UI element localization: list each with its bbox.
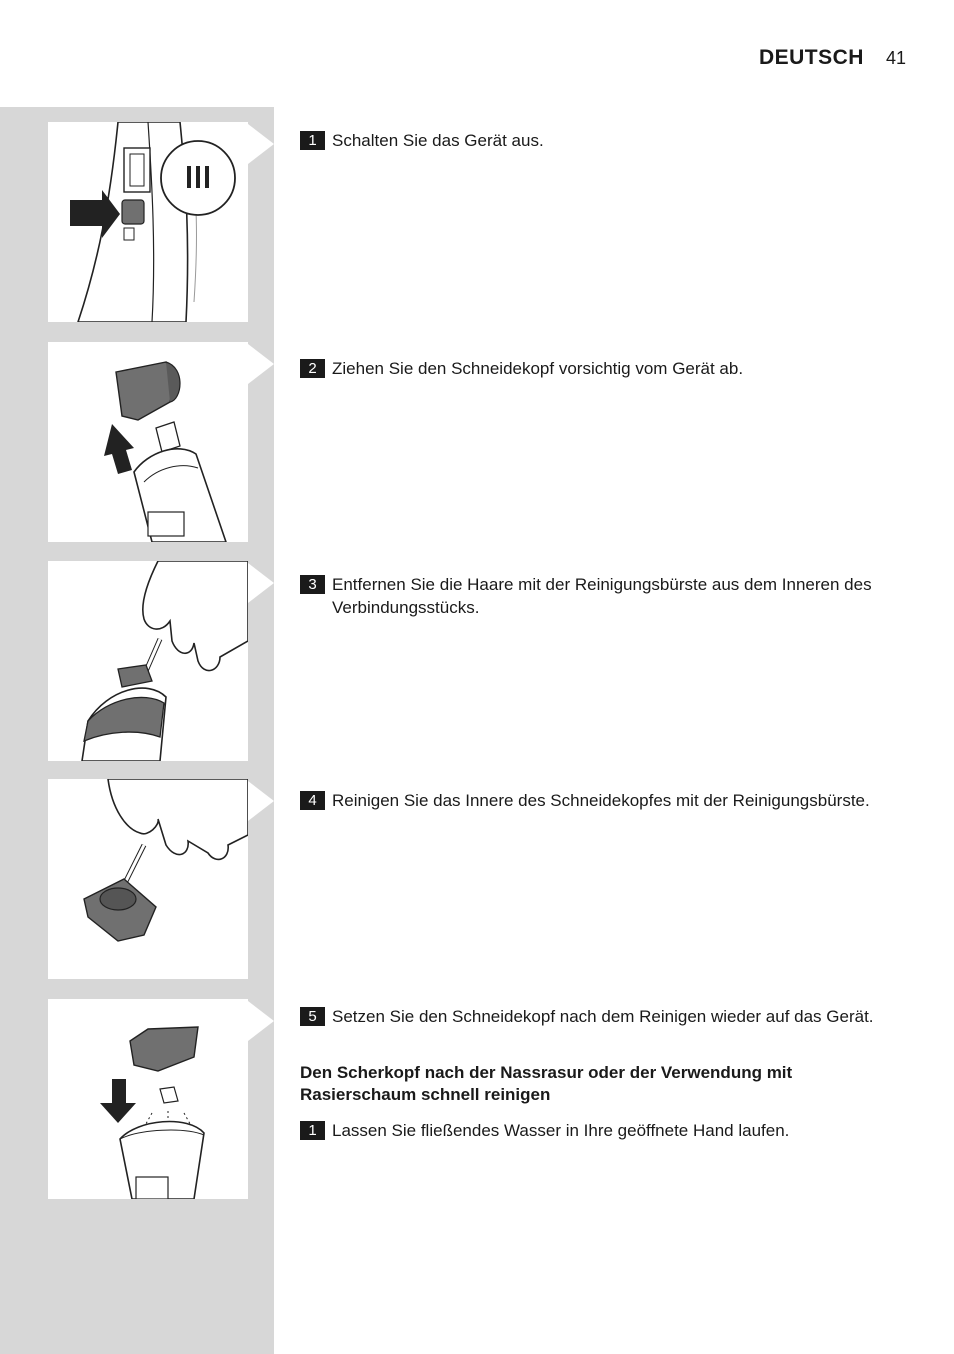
step-text: Entfernen Sie die Haare mit der Reinigungsbürste aus dem Inneren des Verbindungsstücks. [332, 575, 872, 617]
subsection-step-1 [300, 1119, 912, 1142]
illustration-brush-head [48, 779, 248, 979]
panel-pointer [248, 344, 274, 384]
page-number: 41 [885, 48, 906, 68]
panel-pointer [248, 124, 274, 164]
step-number: 3 [300, 575, 325, 594]
language-label: DEUTSCH [758, 46, 864, 69]
page-header [759, 46, 906, 70]
step-text: Ziehen Sie den Schneidekopf vorsichtig vom Gerät ab. [332, 359, 744, 378]
step-text: Lassen Sie fließendes Wasser in Ihre geöffnete Hand laufen. [332, 1121, 790, 1140]
step-text: Reinigen Sie das Innere des Schneidekopfes mit der Reinigungsbürste. [332, 791, 870, 810]
step-number: 4 [300, 791, 325, 810]
section-heading: Den Scherkopf nach der Nassrasur oder der Verwendung mit Rasierschaum schnell reinigen [300, 1063, 793, 1104]
illustration-remove-head [48, 342, 248, 542]
step-1 [300, 129, 912, 152]
illustration-switch-off [48, 122, 248, 322]
step-4 [300, 789, 912, 812]
panel-pointer [248, 781, 274, 821]
illustration-replace-head [48, 999, 248, 1199]
step-2 [300, 357, 912, 380]
arrow-up-icon [104, 424, 134, 474]
step-3 [300, 573, 912, 619]
step-number: 1 [300, 131, 325, 150]
panel-pointer [248, 1001, 274, 1041]
step-text: Setzen Sie den Schneidekopf nach dem Reinigen wieder auf das Gerät. [332, 1007, 874, 1026]
step-5 [300, 1005, 912, 1028]
step-text: Schalten Sie das Gerät aus. [332, 131, 544, 150]
step-number: 5 [300, 1007, 325, 1026]
step-number: 1 [300, 1121, 325, 1140]
step-number: 2 [300, 359, 325, 378]
panel-pointer [248, 563, 274, 603]
arrow-down-icon [100, 1079, 136, 1123]
illustration-brush-connector [48, 561, 248, 761]
